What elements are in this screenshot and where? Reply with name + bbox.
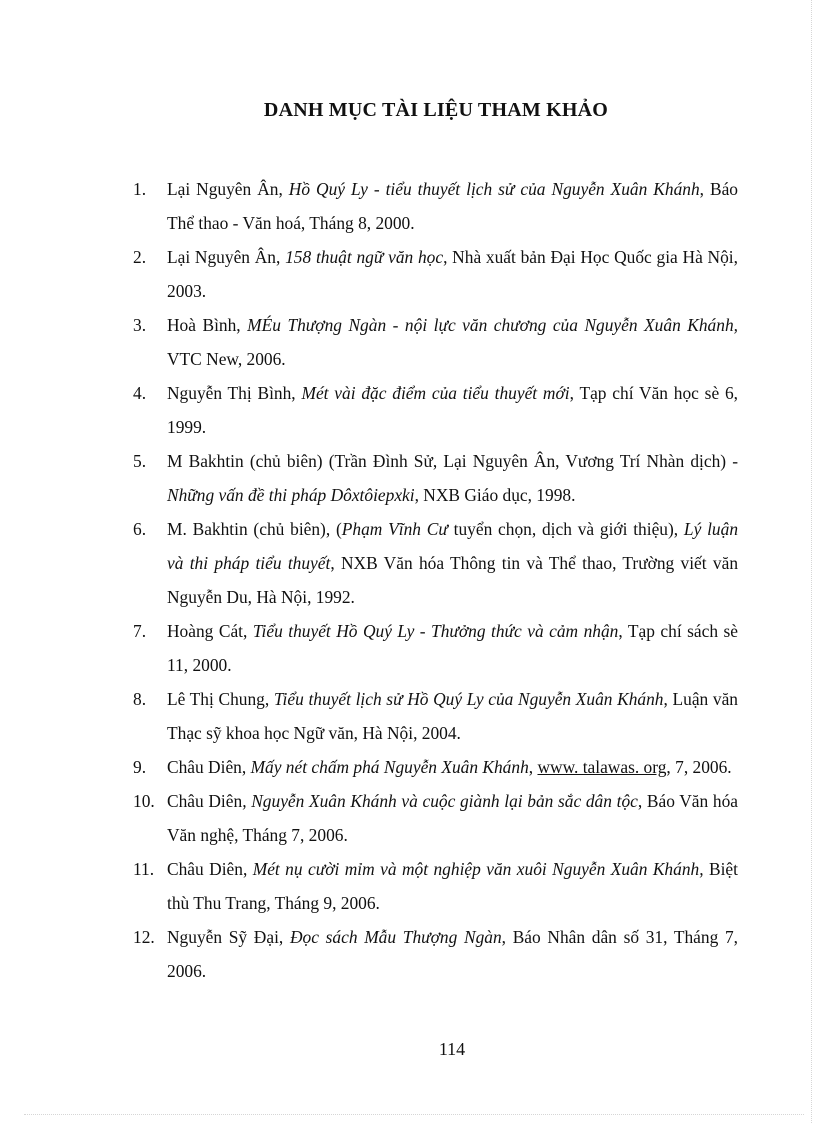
reference-title: MÉu Thượng Ngàn - nội lực văn chương của Nguyễn Xuân Khánh, <box>247 315 738 335</box>
reference-item: 9. Châu Diên, Mấy nét chấm phá Nguyễn Xuân Khánh, www. talawas. org, 7, 2006. <box>133 750 738 784</box>
reference-source: 7, 2006. <box>670 757 732 777</box>
reference-source: , Báo Thể thao - Văn hoá, Tháng 8, 2000. <box>167 179 738 233</box>
reference-author: Nguyễn Sỹ Đại, <box>167 927 290 947</box>
reference-item <box>133 172 738 240</box>
reference-number: 10. <box>133 791 155 811</box>
reference-title: Đọc sách Mẫu Thượng Ngàn <box>289 927 502 947</box>
reference-item <box>133 784 738 852</box>
reference-title: Tiểu thuyết Hồ Quý Ly - Thưởng thức và cảm nhận <box>252 621 619 641</box>
reference-title: 158 thuật ngữ văn học <box>285 247 444 267</box>
reference-author: Lại Nguyên Ân, <box>167 179 289 199</box>
reference-number: 4. <box>133 383 147 403</box>
page-number: 114 <box>438 1039 466 1059</box>
reference-item <box>133 240 738 308</box>
reference-item <box>133 682 738 750</box>
reference-title: , Nguyễn Xuân Khánh và cuộc giành lại bản sắc dân tộc <box>242 791 638 811</box>
reference-number: 1. <box>133 179 147 199</box>
reference-number: 2. <box>133 247 147 267</box>
reference-source: , NXB Giáo dục, 1998. <box>414 485 576 505</box>
reference-item <box>133 852 738 920</box>
reference-author: M Bakhtin (chủ biên) (Trần Đình Sử, Lại Nguyên Ân, Vương Trí Nhàn dịch) - <box>167 451 738 471</box>
reference-title: Mét nụ cười mỉm và một nghiệp văn xuôi Nguyễn Xuân Khánh, <box>252 859 704 879</box>
reference-number: 7. <box>133 621 147 641</box>
reference-list <box>133 172 738 988</box>
reference-source: , Tạp chí sách sè 11, 2000. <box>167 621 738 675</box>
reference-number: 5. <box>133 451 147 471</box>
reference-author: Lê Thị Chung, <box>167 689 274 709</box>
page-border-right <box>811 0 812 1123</box>
reference-source: , Luận văn Thạc sỹ khoa học Ngữ văn, Hà Nội, 2004. <box>167 689 738 743</box>
reference-author: Hoàng Cát, <box>167 621 253 641</box>
reference-title: Hồ Quý Ly - tiểu thuyết lịch sử của Nguyễn Xuân Khánh <box>288 179 700 199</box>
reference-title: Những vấn đề thi pháp Dôxtôiepxki <box>167 485 415 505</box>
reference-source: Biệt thù Thu Trang, Tháng 9, 2006. <box>167 859 738 913</box>
reference-source: VTC New, 2006. <box>167 349 286 369</box>
reference-source: , Báo Nhân dân số 31, Tháng 7, 2006. <box>167 927 739 981</box>
reference-title: Lý luận và thi pháp tiểu thuyết <box>167 519 739 573</box>
reference-item <box>133 614 738 682</box>
reference-author: M. Bakhtin (chủ biên), ( <box>167 519 342 539</box>
reference-number: 3. <box>133 315 147 335</box>
reference-title: Tiểu thuyết lịch sử Hồ Quý Ly của Nguyễn Xuân Khánh <box>273 689 664 709</box>
reference-source: , Nhà xuất bản Đại Học Quốc gia Hà Nội, 2003. <box>167 247 738 301</box>
reference-author: Hoà Bình, <box>167 315 248 335</box>
reference-source: , Báo Văn hóa Văn nghệ, Tháng 7, 2006. <box>167 791 738 845</box>
reference-title: Mấy nét chấm phá Nguyễn Xuân Khánh <box>250 757 529 777</box>
reference-item <box>133 308 738 376</box>
reference-number: 11. <box>133 859 155 879</box>
reference-item <box>133 920 738 988</box>
reference-item <box>133 376 738 444</box>
reference-link[interactable]: www. talawas. org, <box>537 757 671 777</box>
reference-number: 9. <box>133 757 147 777</box>
reference-note: tuyển chọn, dịch và giới thiệu), <box>447 519 684 539</box>
page-border-bottom <box>24 1114 804 1115</box>
reference-author: Châu Diên, <box>167 757 251 777</box>
reference-author: Nguyễn Thị Bình, <box>167 383 302 403</box>
reference-item <box>133 512 738 614</box>
reference-author: Châu Diên, <box>167 859 253 879</box>
reference-author: Lại Nguyên Ân, <box>167 247 286 267</box>
reference-number: 8. <box>133 689 147 709</box>
reference-source: , NXB Văn hóa Thông tin và Thể thao, Trường viết văn Nguyễn Du, Hà Nội, 1992. <box>167 553 739 607</box>
reference-source: , Tạp chí Văn học sè 6, 1999. <box>167 383 739 437</box>
reference-editor: Phạm Vĩnh Cư <box>341 519 448 539</box>
reference-author: Châu Diên <box>167 791 243 811</box>
page-title: DANH MỤC TÀI LIỆU THAM KHẢO <box>263 99 609 121</box>
reference-number: 6. <box>133 519 147 539</box>
reference-title: Mét vài đặc điểm của tiểu thuyết mới <box>301 383 570 403</box>
reference-item <box>133 444 738 512</box>
reference-number: 12. <box>133 927 155 947</box>
